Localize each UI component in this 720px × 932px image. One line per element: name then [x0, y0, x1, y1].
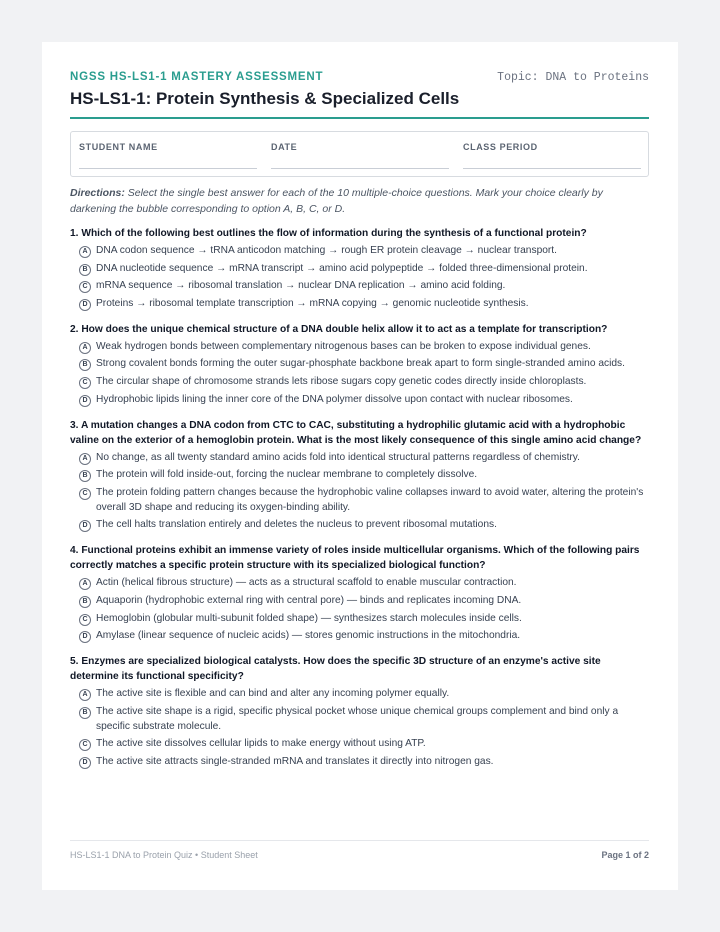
answer-option[interactable]	[70, 736, 649, 751]
page-title: HS-LS1-1: Protein Synthesis & Specialized Cells	[70, 89, 460, 108]
directions-lead: Directions:	[70, 187, 125, 199]
answer-option[interactable]	[70, 261, 649, 276]
question-text: 1. Which of the following best outlines the flow of information during the synthesis of a functional protein?	[70, 228, 587, 239]
answer-option[interactable]	[70, 593, 649, 608]
option-text: No change, as all twenty standard amino acids fold into identical structural patterns regardless of chemistry.	[96, 451, 580, 463]
option-text: The circular shape of chromosome strands lets ribose sugars copy genetic codes directly inside chloroplasts.	[96, 375, 587, 387]
topic-label: Topic: DNA to Proteins	[497, 71, 649, 84]
option-text: Actin (helical fibrous structure) — acts as a structural scaffold to enable muscular contraction.	[96, 577, 517, 589]
option-text: DNA codon sequence → tRNA anticodon matching → rough ER protein cleavage → nuclear transport.	[96, 245, 557, 256]
option-text: Weak hydrogen bonds between complementary nitrogenous bases can be broken to expose individual genes.	[96, 340, 591, 352]
answer-option[interactable]	[70, 374, 649, 389]
option-text: Hemoglobin (globular multi-subunit folded shape) — synthesizes starch molecules inside cells.	[96, 612, 522, 624]
option-text: DNA nucleotide sequence → mRNA transcript → amino acid polypeptide → folded three-dimensional protein.	[96, 262, 588, 274]
question	[70, 226, 649, 311]
answer-option[interactable]	[70, 296, 649, 311]
answer-bubble[interactable]: A	[79, 689, 91, 701]
field-label: STUDENT NAME	[79, 142, 158, 152]
answer-bubble[interactable]: A	[79, 453, 91, 465]
directions	[70, 185, 649, 217]
answer-option[interactable]	[70, 278, 649, 293]
answer-bubble[interactable]: C	[79, 377, 91, 389]
student-name-field[interactable]	[79, 142, 257, 152]
answer-bubble[interactable]: C	[79, 739, 91, 751]
option-text: The active site shape is a rigid, specific physical pocket whose unique chemical groups complement and bind only a specific substrate molecule.	[96, 705, 619, 732]
assessment-eyebrow: NGSS HS-LS1-1 MASTERY ASSESSMENT	[70, 71, 324, 83]
date-field[interactable]	[271, 142, 449, 152]
answer-option[interactable]	[70, 450, 649, 465]
answer-bubble[interactable]: D	[79, 520, 91, 532]
answer-bubble[interactable]: D	[79, 395, 91, 407]
answer-option[interactable]	[70, 392, 649, 407]
answer-bubble[interactable]: B	[79, 707, 91, 719]
answer-bubble[interactable]: C	[79, 614, 91, 626]
option-text: Aquaporin (hydrophobic external ring with central pore) — binds and replicates incoming DNA.	[96, 594, 522, 606]
field-label: DATE	[271, 142, 298, 152]
answer-bubble[interactable]: D	[79, 631, 91, 643]
page-number	[601, 850, 649, 860]
answer-bubble[interactable]: A	[79, 246, 91, 258]
option-text: Proteins → ribosomal template transcription → mRNA copying → genomic nucleotide synthesis.	[96, 297, 529, 309]
question	[70, 543, 649, 643]
footer-label: HS-LS1-1 DNA to Protein Quiz • Student Sheet	[70, 850, 258, 860]
answer-bubble[interactable]: C	[79, 488, 91, 500]
answer-bubble[interactable]: C	[79, 281, 91, 293]
answer-option[interactable]	[70, 628, 649, 643]
option-text: The active site dissolves cellular lipids to make energy without using ATP.	[96, 738, 426, 750]
directions-text: Select the single best answer for each of the 10 multiple-choice questions. Mark your choice clearly by darkening the bubble corresponding to option A, B, C, or D.	[70, 187, 603, 215]
answer-option[interactable]	[70, 575, 649, 590]
option-text: mRNA sequence → ribosomal translation → nuclear DNA replication → amino acid folding.	[96, 280, 506, 292]
field-line	[79, 168, 257, 169]
question-list	[70, 226, 649, 780]
question	[70, 654, 649, 769]
answer-bubble[interactable]: B	[79, 596, 91, 608]
answer-bubble[interactable]: D	[79, 299, 91, 311]
option-text: Amylase (linear sequence of nucleic acids) — stores genomic instructions in the mitochondria.	[96, 630, 521, 642]
question-text: 3. A mutation changes a DNA codon from CTC to CAC, substituting a hydrophilic glutamic acid with a hydrophobic valine on the exterior of a hemoglobin protein. What is the most likely consequence of this single amino acid change?	[70, 419, 642, 446]
page-header	[70, 71, 649, 119]
option-text: The active site attracts single-stranded mRNA and translates it directly into nitrogen gas.	[96, 755, 494, 767]
answer-option[interactable]	[70, 339, 649, 354]
option-text: Hydrophobic lipids lining the inner core of the DNA polymer dissolve upon contact with nuclear ribosomes.	[96, 393, 573, 405]
option-text: The active site is flexible and can bind and alter any incoming polymer equally.	[96, 688, 450, 700]
page-number-text: Page 1 of 2	[601, 850, 649, 860]
student-info-box	[70, 131, 649, 177]
answer-bubble[interactable]: A	[79, 578, 91, 590]
option-text: The protein folding pattern changes because the hydrophobic valine collapses inward to avoid water, altering the protein's overall 3D shape and reducing its oxygen-binding ability.	[96, 486, 644, 513]
answer-option[interactable]	[70, 611, 649, 626]
field-line	[271, 168, 449, 169]
field-line	[463, 168, 641, 169]
answer-option[interactable]	[70, 485, 649, 515]
answer-option[interactable]	[70, 517, 649, 532]
page-footer	[70, 840, 649, 864]
option-text: The cell halts translation entirely and deletes the nucleus to prevent ribosomal mutations.	[96, 519, 497, 531]
question	[70, 418, 649, 533]
question-text: 2. How does the unique chemical structure of a DNA double helix allow it to act as a template for transcription?	[70, 323, 608, 335]
question-text: 5. Enzymes are specialized biological catalysts. How does the specific 3D structure of an enzyme's active site determine its functional specificity?	[70, 656, 601, 683]
question	[70, 322, 649, 407]
answer-option[interactable]	[70, 754, 649, 769]
option-text: The protein will fold inside-out, forcing the nuclear membrane to completely dissolve.	[96, 469, 478, 481]
answer-bubble[interactable]: B	[79, 359, 91, 371]
answer-option[interactable]	[70, 356, 649, 371]
option-text: Strong covalent bonds forming the outer sugar-phosphate backbone break apart to form single-stranded amino acids.	[96, 358, 625, 370]
answer-option[interactable]	[70, 243, 649, 258]
field-label: CLASS PERIOD	[463, 142, 538, 152]
answer-option[interactable]	[70, 686, 649, 701]
question-text: 4. Functional proteins exhibit an immense variety of roles inside multicellular organisms. Which of the following pairs correctly matches a specific protein structure with its specialized biological function?	[70, 545, 640, 572]
answer-bubble[interactable]: B	[79, 470, 91, 482]
answer-bubble[interactable]: D	[79, 757, 91, 769]
answer-option[interactable]	[70, 704, 649, 734]
answer-bubble[interactable]: A	[79, 342, 91, 354]
class-period-field[interactable]	[463, 142, 641, 152]
answer-option[interactable]	[70, 467, 649, 482]
answer-bubble[interactable]: B	[79, 264, 91, 276]
worksheet-page	[42, 42, 678, 890]
